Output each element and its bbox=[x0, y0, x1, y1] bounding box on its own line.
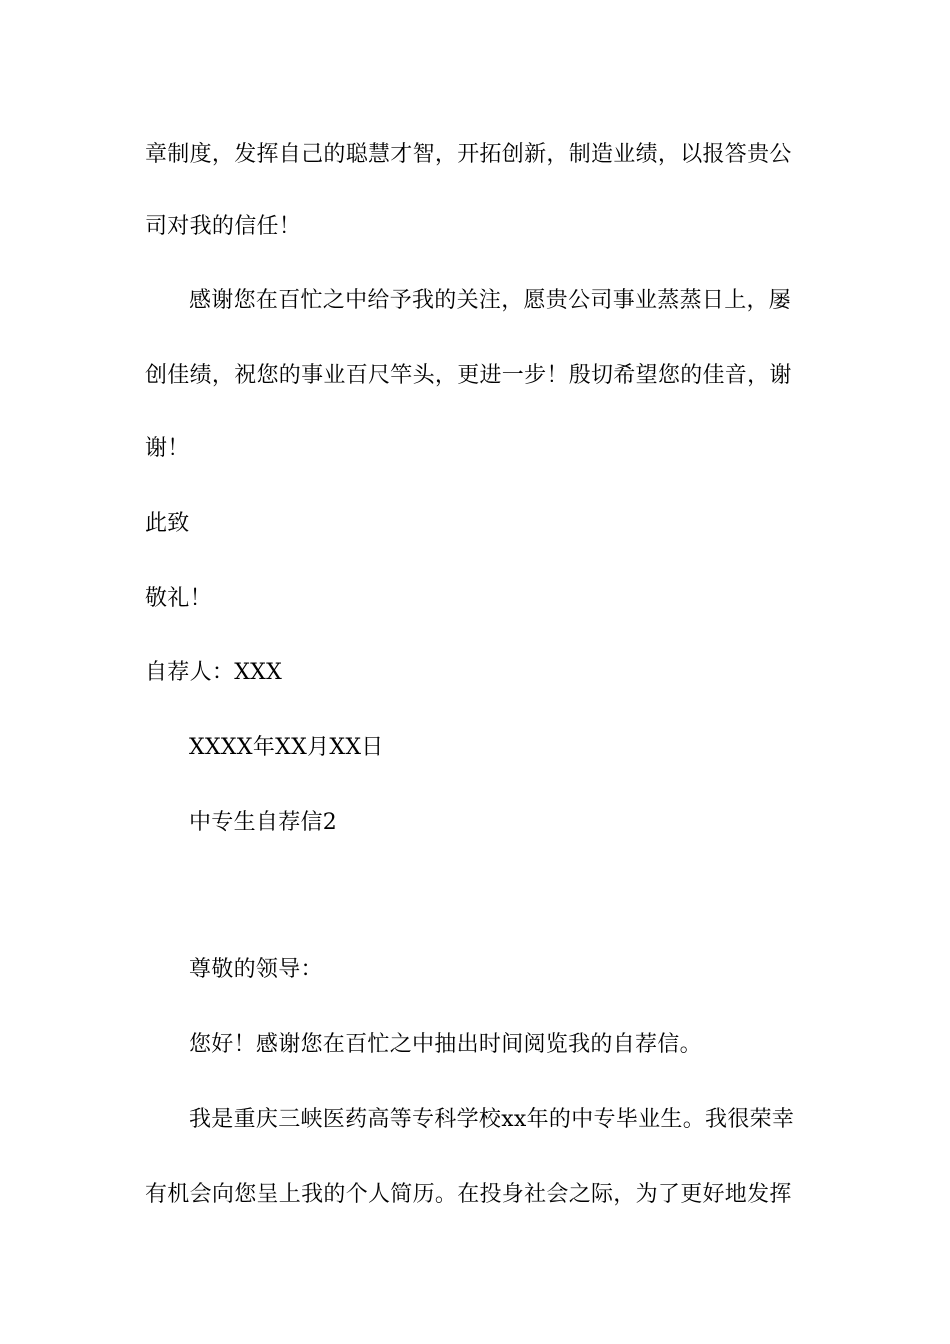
paragraph-start-line: 感谢您在百忙之中给予我的关注，愿贵公司事业蒸蒸日上，屡 bbox=[189, 288, 792, 313]
closing-phrase: 此致 bbox=[145, 511, 190, 536]
signature-line: 自荐人：XXX bbox=[145, 660, 283, 685]
body-text-line: 有机会向您呈上我的个人简历。在投身社会之际，为了更好地发挥 bbox=[145, 1182, 792, 1207]
body-text-line: 谢！ bbox=[145, 436, 190, 461]
salutation-close: 敬礼！ bbox=[145, 586, 212, 611]
date-line: XXXX年XX月XX日 bbox=[189, 735, 384, 760]
greeting-line: 尊敬的领导： bbox=[189, 957, 323, 982]
section-title: 中专生自荐信2 bbox=[189, 810, 338, 835]
body-text-line: 司对我的信任！ bbox=[145, 214, 302, 239]
body-text-line: 创佳绩，祝您的事业百尺竿头，更进一步！殷切希望您的佳音，谢 bbox=[145, 363, 792, 388]
paragraph-start-line: 您好！感谢您在百忙之中抽出时间阅览我的自荐信。 bbox=[189, 1032, 702, 1057]
paragraph-start-line: 我是重庆三峡医药高等专科学校xx年的中专毕业生。我很荣幸 bbox=[189, 1107, 795, 1132]
body-text-line: 章制度，发挥自己的聪慧才智，开拓创新，制造业绩，以报答贵公 bbox=[145, 142, 792, 167]
